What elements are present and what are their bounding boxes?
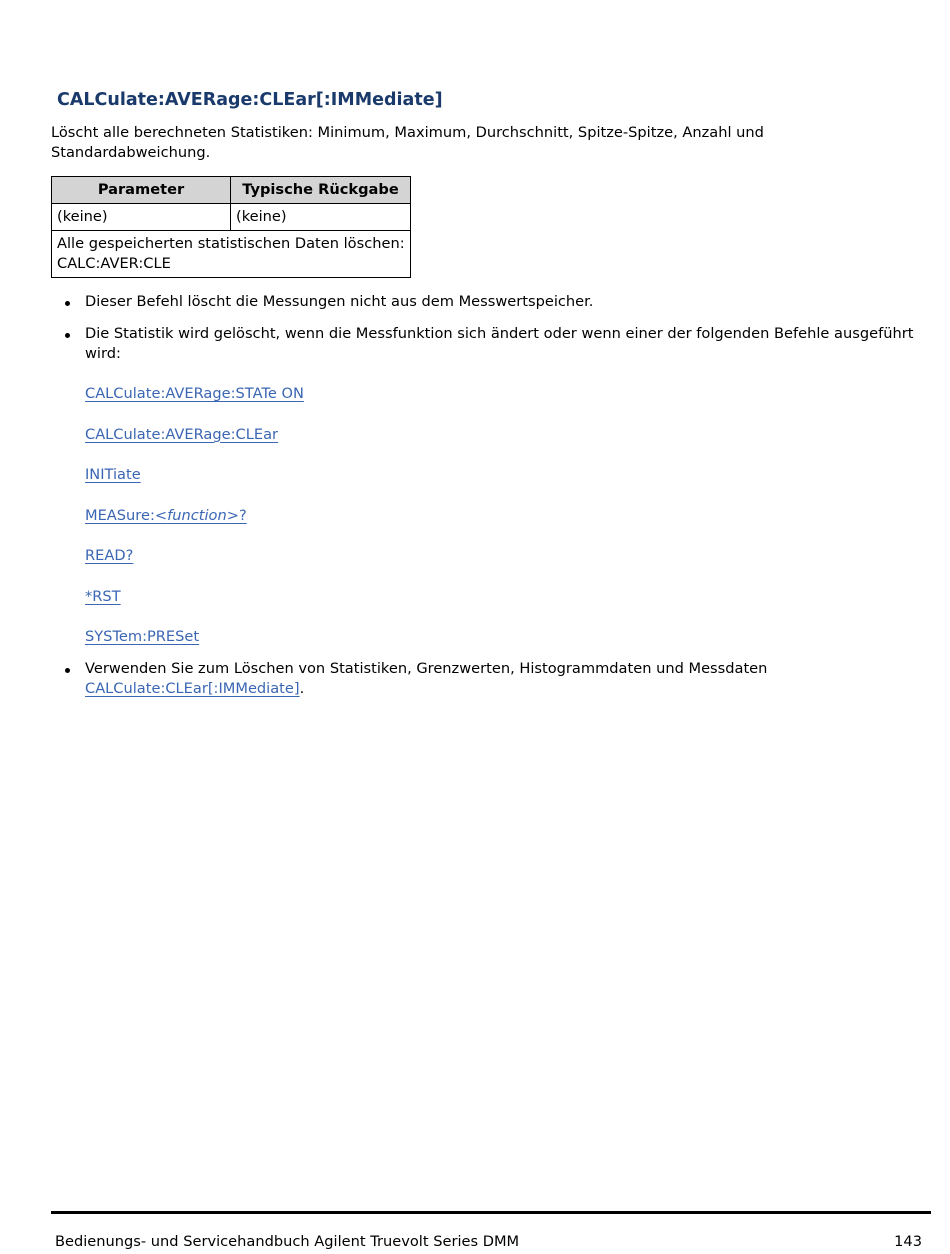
- link-rst[interactable]: *RST: [85, 587, 121, 605]
- cell-parameter-value: (keine): [52, 204, 231, 231]
- header-typical-return: Typische Rückgabe: [231, 177, 411, 204]
- link-initiate[interactable]: INITiate: [85, 466, 141, 483]
- note-text: Verwenden Sie zum Löschen von Statistiken, Grenzwerten, Histogrammdaten und Messdaten: [85, 660, 768, 677]
- link-measure-suffix: >?: [226, 506, 247, 524]
- command-link-list: [85, 384, 931, 647]
- link-read[interactable]: READ?: [85, 547, 134, 564]
- link-calc-aver-state-on[interactable]: CALCulate:AVERage:STATe ON: [85, 385, 304, 402]
- note-end: .: [299, 680, 305, 697]
- notes-list: [51, 292, 931, 699]
- section-heading: CALCulate:AVERage:CLEar[:IMMediate]: [57, 90, 443, 110]
- table-example-row: [52, 231, 411, 278]
- parameter-table: [51, 176, 411, 278]
- cell-return-value: (keine): [231, 204, 411, 231]
- example-label: Alle gespeicherten statistischen Daten löschen:: [57, 235, 405, 252]
- footer-title: Bedienungs- und Servicehandbuch Agilent Truevolt Series DMM: [55, 1233, 520, 1250]
- footer-divider: [51, 1211, 931, 1214]
- page-number: 143: [894, 1233, 922, 1250]
- table-row: [52, 204, 411, 231]
- link-measure-function[interactable]: [85, 507, 247, 524]
- example-code: CALC:AVER:CLE: [57, 255, 171, 272]
- list-item: [51, 659, 931, 699]
- link-calc-clear-immediate[interactable]: CALCulate:CLEar[:IMMediate]: [85, 680, 300, 697]
- link-measure-function-italic: function: [167, 506, 227, 524]
- list-item: [51, 324, 931, 647]
- example-cell: [52, 231, 411, 278]
- header-parameter: Parameter: [52, 177, 231, 204]
- list-item: [51, 292, 931, 312]
- link-measure-prefix: MEASure:<: [85, 506, 168, 524]
- note-text: Die Statistik wird gelöscht, wenn die Messfunktion sich ändert oder wenn einer der folgenden Befehle ausgeführt wird:: [85, 325, 914, 362]
- link-calc-aver-clear[interactable]: CALCulate:AVERage:CLEar: [85, 425, 279, 443]
- table-header-row: [52, 177, 411, 204]
- intro-paragraph: Löscht alle berechneten Statistiken: Minimum, Maximum, Durchschnitt, Spitze-Spitze, Anzahl und Standardabweichung.: [51, 124, 764, 161]
- note-text: Dieser Befehl löscht die Messungen nicht aus dem Messwertspeicher.: [85, 293, 594, 310]
- link-system-preset[interactable]: SYSTem:PRESet: [85, 628, 200, 645]
